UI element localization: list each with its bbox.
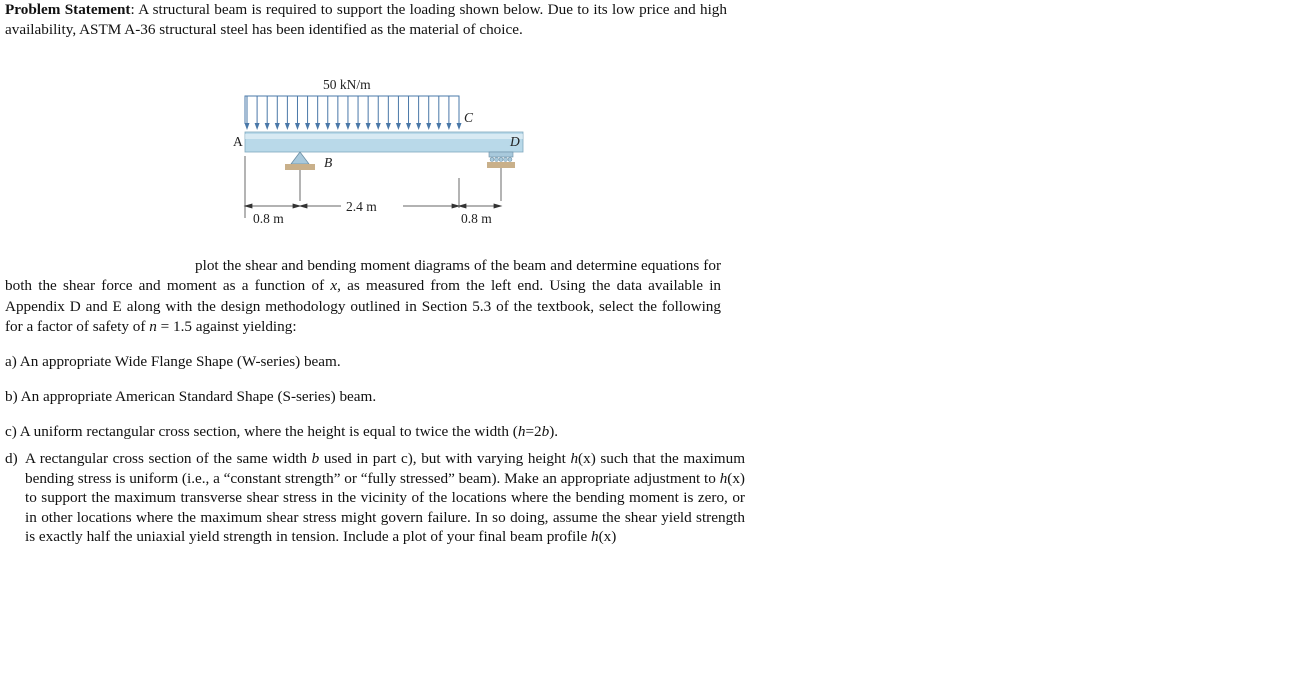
beam-figure bbox=[225, 68, 535, 238]
load-arrow-head bbox=[446, 123, 451, 130]
part-b: b) An appropriate American Standard Shape (S-series) beam. bbox=[5, 388, 377, 405]
part-a: a) An appropriate Wide Flange Shape (W-series) beam. bbox=[5, 353, 341, 370]
load-arrow-head bbox=[315, 123, 320, 130]
load-arrow-head bbox=[325, 123, 330, 130]
problem-statement bbox=[5, 0, 727, 39]
dimension-right bbox=[459, 204, 501, 208]
part-d-text: A rectangular cross section of the same width b used in part c), but with varying height h(x) such that the maximum bending stress is uniform (i.e., a “constant strength” or “fully stressed” beam). Make an appropriate adjustment to h(x) to support the maximum transverse shear stress in the vicinity of the locations where the bending moment is zero, or in other locations where the maximum shear stress might govern failure. In so doing, assume the shear yield strength is exactly half the uniaxial yield strength in tension. Include a plot of your final beam profile h(x) bbox=[25, 450, 746, 546]
load-arrow-head bbox=[245, 123, 250, 130]
load-arrow-head bbox=[376, 123, 381, 130]
roller-wheel bbox=[495, 158, 499, 162]
part-d bbox=[5, 449, 745, 547]
variable-x: x bbox=[330, 277, 338, 295]
roller-wheel bbox=[499, 158, 503, 162]
dim-left-label: 0.8 m bbox=[253, 211, 284, 226]
part-d-letter: d) bbox=[5, 450, 18, 467]
load-arrow-head bbox=[335, 123, 340, 130]
load-label: 50 kN/m bbox=[323, 77, 371, 92]
pin-support-b bbox=[285, 152, 315, 201]
load-arrow-head bbox=[416, 123, 421, 130]
problem-statement-text: A structural beam is required to support the loading shown below. Due to its low price and high availability, ASTM A-36 structural steel has been identified as the material of choice. bbox=[5, 1, 727, 38]
part-c-text-1: c) A uniform rectangular cross section, where the height is equal to twice the width ( bbox=[5, 423, 518, 440]
roller-support-d bbox=[487, 152, 515, 201]
load-arrow-head bbox=[305, 123, 310, 130]
load-arrow-head bbox=[396, 123, 401, 130]
point-d-label: D bbox=[510, 134, 520, 149]
problem-statement-colon: : bbox=[130, 1, 135, 18]
beam-highlight bbox=[245, 134, 523, 139]
point-a-label: A bbox=[233, 134, 243, 149]
problem-statement-label: Problem Statement bbox=[5, 1, 131, 18]
part-c bbox=[5, 422, 558, 442]
load-arrow-head bbox=[345, 123, 350, 130]
instructions-text-1: plot the shear and bending moment diagrams of the beam and determine equations for both the shear force and moment as a function of bbox=[5, 257, 721, 295]
dim-middle-label: 2.4 m bbox=[346, 199, 377, 214]
part-c-text-2: ). bbox=[549, 423, 559, 440]
dim-right-label: 0.8 m bbox=[461, 211, 492, 226]
part-c-eq: =2 bbox=[525, 423, 542, 440]
load-arrow-head bbox=[436, 123, 441, 130]
load-arrow-head bbox=[285, 123, 290, 130]
roller-wheel bbox=[504, 158, 508, 162]
load-arrow-head bbox=[255, 123, 260, 130]
point-c-label: C bbox=[464, 110, 474, 125]
instructions-text-2: , as measured from the left end. Using the data available in Appendix D and E along with the design methodology outlined in Section 5.3 of the textbook, select the following for a factor of safety of bbox=[5, 277, 722, 336]
load-arrow-head bbox=[295, 123, 300, 130]
dimension-left bbox=[245, 204, 300, 208]
load-arrow-head bbox=[386, 123, 391, 130]
part-c-h: h bbox=[517, 423, 526, 440]
instructions-text-3: = 1.5 against yielding: bbox=[156, 318, 297, 336]
roller-wheel bbox=[490, 158, 494, 162]
part-c-b: b bbox=[541, 423, 550, 440]
load-arrow-head bbox=[406, 123, 411, 130]
distributed-load bbox=[245, 96, 462, 130]
load-arrow-head bbox=[426, 123, 431, 130]
roller-wheel bbox=[508, 158, 512, 162]
point-b-label: B bbox=[324, 155, 333, 170]
dimension-middle bbox=[300, 204, 459, 208]
instructions-paragraph bbox=[5, 256, 721, 338]
load-arrow-head bbox=[275, 123, 280, 130]
load-arrow-head bbox=[366, 123, 371, 130]
load-arrow-head bbox=[265, 123, 270, 130]
load-arrow-head bbox=[457, 123, 462, 130]
load-arrow-head bbox=[356, 123, 361, 130]
variable-n: n bbox=[149, 318, 157, 336]
